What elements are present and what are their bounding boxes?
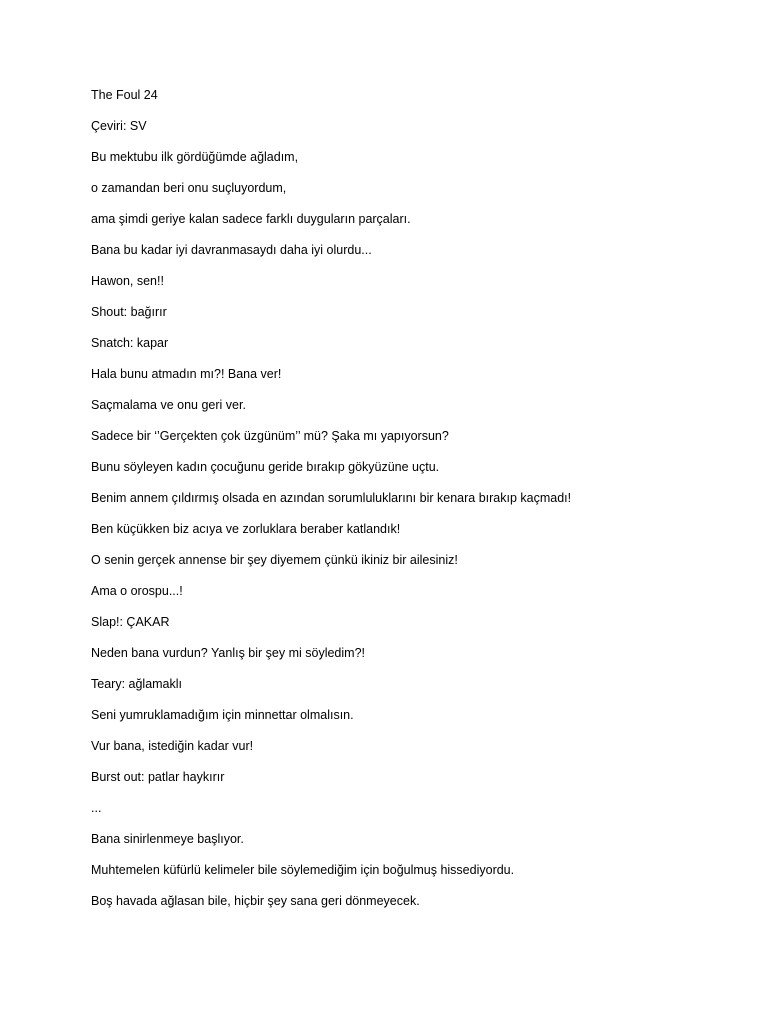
- text-line: Saçmalama ve onu geri ver.: [91, 398, 246, 412]
- text-line: Muhtemelen küfürlü kelimeler bile söylemediğim için boğulmuş hissediyordu.: [91, 863, 515, 877]
- text-line: Ben küçükken biz acıya ve zorluklara beraber katlandık!: [91, 522, 401, 536]
- text-line: ama şimdi geriye kalan sadece farklı duyguların parçaları.: [91, 212, 411, 226]
- text-line: Hawon, sen!!: [91, 274, 164, 288]
- text-line: Benim annem çıldırmış olsada en azından sorumluluklarını bir kenara bırakıp kaçmadı!: [91, 491, 572, 505]
- document-body: [91, 86, 731, 923]
- text-line: Hala bunu atmadın mı?! Bana ver!: [91, 367, 282, 381]
- text-line: Sadece bir ‘’Gerçekten çok üzgünüm’’ mü? Şaka mı yapıyorsun?: [91, 429, 449, 443]
- text-line: Snatch: kapar: [91, 336, 169, 350]
- text-line: Bunu söyleyen kadın çocuğunu geride bırakıp gökyüzüne uçtu.: [91, 460, 440, 474]
- text-line: Ama o orospu...!: [91, 584, 183, 598]
- document-title: The Foul 24: [91, 88, 158, 102]
- text-line: Bana bu kadar iyi davranmasaydı daha iyi olurdu...: [91, 243, 372, 257]
- text-line: Slap!: ÇAKAR: [91, 615, 170, 629]
- translator-line: Çeviri: SV: [91, 119, 147, 133]
- text-line: Seni yumruklamadığım için minnettar olmalısın.: [91, 708, 354, 722]
- text-line: Vur bana, istediğin kadar vur!: [91, 739, 254, 753]
- text-line: o zamandan beri onu suçluyordum,: [91, 181, 287, 195]
- text-line: ...: [91, 801, 102, 815]
- text-line: O senin gerçek annense bir şey diyemem çünkü ikiniz bir ailesiniz!: [91, 553, 458, 567]
- text-line: Boş havada ağlasan bile, hiçbir şey sana geri dönmeyecek.: [91, 894, 420, 908]
- text-line: Teary: ağlamaklı: [91, 677, 183, 691]
- text-line: Bu mektubu ilk gördüğümde ağladım,: [91, 150, 299, 164]
- text-line: Neden bana vurdun? Yanlış bir şey mi söyledim?!: [91, 646, 365, 660]
- text-line: Burst out: patlar haykırır: [91, 770, 225, 784]
- text-line: Bana sinirlenmeye başlıyor.: [91, 832, 244, 846]
- text-line: Shout: bağırır: [91, 305, 167, 319]
